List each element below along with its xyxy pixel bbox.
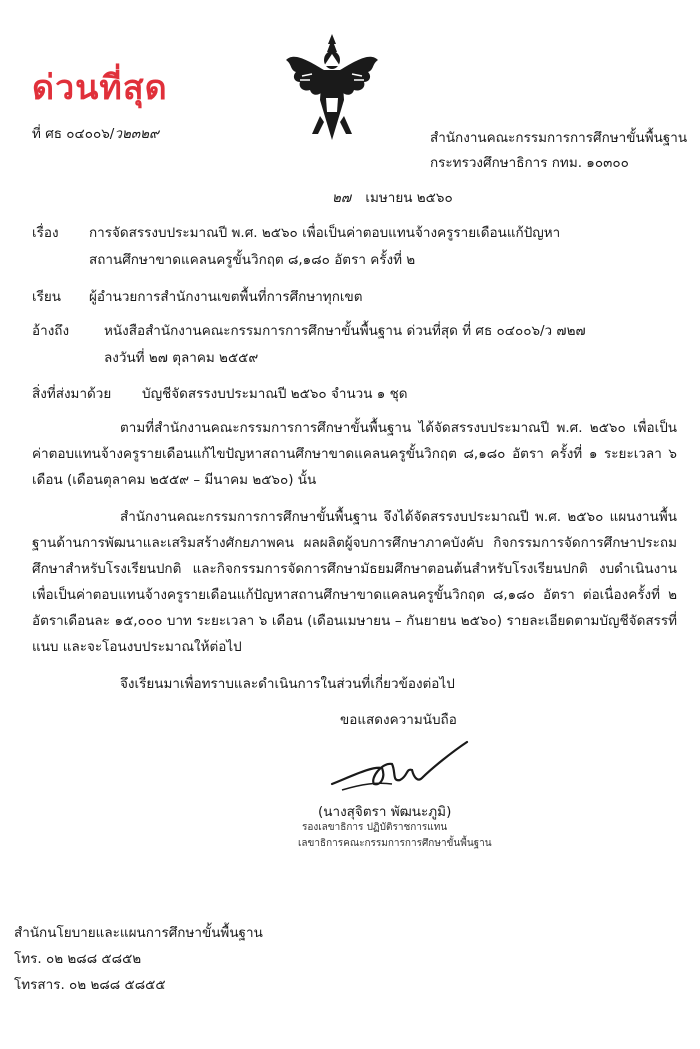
recipient-text: ผู้อำนวยการสำนักงานเขตพื้นที่การศึกษาทุกเขต (89, 289, 363, 305)
regards-line: ขอแสดงความนับถือ (340, 712, 457, 728)
signatory-name: (นางสุจิตรา พัฒนะภูมิ) (318, 804, 452, 820)
recipient-label: เรียน (32, 289, 62, 305)
signatory-position-2: เลขาธิการคณะกรรมการการศึกษาขั้นพื้นฐาน (298, 838, 492, 849)
reference-handwritten-number: ว๒๓๒๙ (114, 126, 159, 142)
agency-name: สำนักงานคณะกรรมการการศึกษาขั้นพื้นฐาน (430, 130, 688, 146)
handwritten-signature (322, 738, 472, 800)
body-paragraph-1 (32, 415, 677, 493)
closing-sentence: จึงเรียนมาเพื่อทราบและดำเนินการในส่วนที่เกี่ยวข้องต่อไป (120, 676, 455, 692)
reference-number (32, 122, 159, 144)
reference-line-2: ลงวันที่ ๒๗ ตุลาคม ๒๕๕๙ (104, 350, 259, 366)
body-paragraph-1-text: ตามที่สำนักงานคณะกรรมการการศึกษาขั้นพื้นฐาน ได้จัดสรรงบประมาณปี พ.ศ. ๒๕๖๐ เพื่อเป็นค่าตอบแทนจ้างครูรายเดือนแก้ไขปัญหาสถานศึกษาขาดแคลนครูขั้นวิกฤต ๘,๑๘๐ อัตรา ครั้งที่ ๑ ระยะเวลา ๖ เดือน (เดือนตุลาคม ๒๕๕๙ – มีนาคม ๒๕๖๐) นั้น (32, 420, 677, 488)
date-day: ๒๗ (332, 190, 352, 206)
footer-office: สำนักนโยบายและแผนการศึกษาขั้นพื้นฐาน (14, 925, 263, 941)
agency-ministry: กระทรวงศึกษาธิการ กทม. ๑๐๓๐๐ (430, 155, 629, 171)
body-paragraph-2-text: สำนักงานคณะกรรมการการศึกษาขั้นพื้นฐาน จึงได้จัดสรรงบประมาณปี พ.ศ. ๒๕๖๐ แผนงานพื้นฐานด้านการพัฒนาและเสริมสร้างศักยภาพคน ผลผลิตผู้จบการศึกษาภาคบังคับ กิจกรรมการจัดการศึกษาประถมศึกษาสำหรับโรงเรียนปกติ และกิจกรรมการจัดการศึกษามัธยมศึกษาตอนต้นสำหรับโรงเรียนปกติ งบดำเนินงาน เพื่อเป็นค่าตอบแทนจ้างครูรายเดือนแก้ปัญหาสถานศึกษาขาดแคลนครูขั้นวิกฤต ๘,๑๘๐ อัตรา ต่อเนื่องครั้งที่ ๒ อัตราเดือนละ ๑๕,๐๐๐ บาท ระยะเวลา ๖ เดือน (เดือนเมษายน – กันยายน ๒๕๖๐) รายละเอียดตามบัญชีจัดสรรที่แนบ และจะโอนงบประมาณให้ต่อไป (32, 509, 677, 655)
urgency-stamp: ด่วนที่สุด (32, 68, 168, 108)
enclosure-text: บัญชีจัดสรรงบประมาณปี ๒๕๖๐ จำนวน ๑ ชุด (142, 386, 408, 402)
footer-tel: โทร. ๐๒ ๒๘๘ ๕๘๕๒ (14, 951, 142, 967)
subject-line-1: การจัดสรรงบประมาณปี พ.ศ. ๒๕๖๐ เพื่อเป็นค่าตอบแทนจ้างครูรายเดือนแก้ปัญหา (89, 225, 561, 241)
recipient (32, 285, 363, 307)
enclosure (32, 382, 408, 404)
footer-contact (14, 920, 263, 998)
date-month-year: เมษายน ๒๕๖๐ (365, 190, 453, 206)
reference-line-1: หนังสือสำนักงานคณะกรรมการการศึกษาขั้นพื้นฐาน ด่วนที่สุด ที่ ศธ ๐๔๐๐๖/ว ๗๒๗ (104, 323, 586, 339)
footer-fax: โทรสาร. ๐๒ ๒๘๘ ๕๘๕๕ (14, 977, 166, 993)
reference-label: อ้างถึง (32, 323, 70, 339)
garuda-emblem-icon (282, 30, 382, 142)
reference-prefix: ที่ ศธ ๐๔๐๐๖/ (32, 126, 115, 142)
enclosure-label: สิ่งที่ส่งมาด้วย (32, 386, 112, 402)
signatory-position-1: รองเลขาธิการ ปฏิบัติราชการแทน (302, 822, 448, 833)
subject (32, 220, 560, 274)
body-paragraph-2 (32, 504, 677, 660)
subject-label: เรื่อง (32, 225, 59, 241)
reference (32, 318, 586, 372)
document-date (332, 186, 453, 208)
agency-address (430, 126, 687, 176)
subject-line-2: สถานศึกษาขาดแคลนครูขั้นวิกฤต ๘,๑๘๐ อัตรา ครั้งที่ ๒ (89, 252, 416, 268)
